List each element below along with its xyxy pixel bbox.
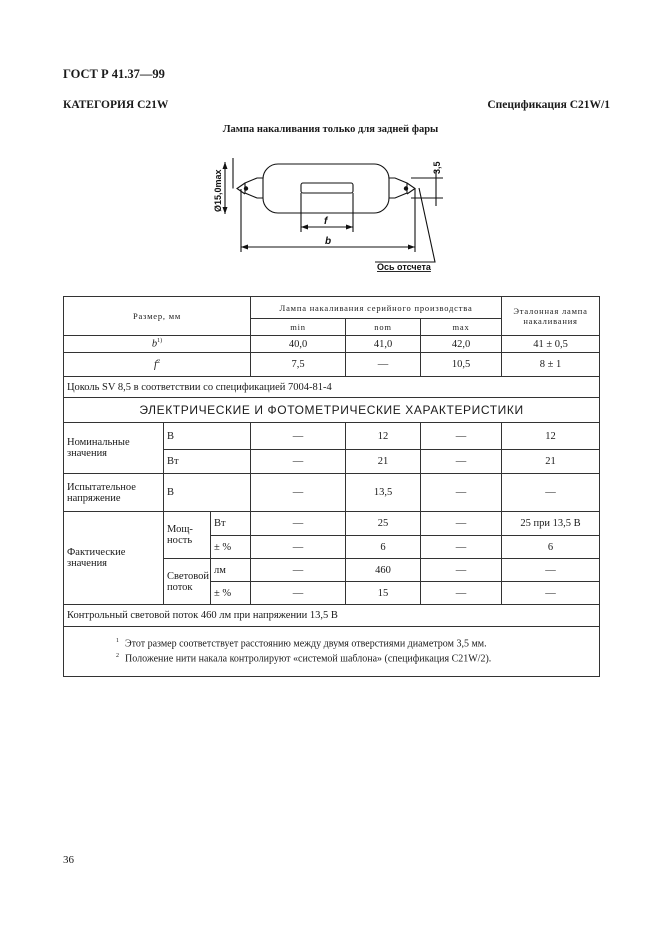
nom-cell: 6 xyxy=(346,536,421,559)
min-cell: — xyxy=(251,559,346,582)
ref-cell: — xyxy=(502,474,600,512)
dim-nom: 41,0 xyxy=(346,336,421,353)
nom-cell: 460 xyxy=(346,559,421,582)
table-row xyxy=(64,398,600,423)
min-cell: — xyxy=(251,474,346,512)
nom-cell: 25 xyxy=(346,512,421,536)
serial-header: Лампа накаливания серийного производства xyxy=(251,297,502,319)
nom-header: nom xyxy=(346,319,421,336)
specification-table xyxy=(63,296,600,677)
unit-cell: ± % xyxy=(211,582,251,605)
footnotes xyxy=(64,627,600,677)
min-cell: — xyxy=(251,536,346,559)
min-cell: — xyxy=(251,512,346,536)
standard-title: ГОСТ Р 41.37—99 xyxy=(63,67,165,81)
table-row xyxy=(64,474,600,512)
table-header-row xyxy=(64,297,600,319)
dim-max: 42,0 xyxy=(421,336,502,353)
unit-cell: В xyxy=(164,423,251,450)
dim-name: $f^2$ xyxy=(64,353,251,377)
dim-name: $b^{1)}$ xyxy=(64,336,251,353)
hole-label: 3,5 xyxy=(432,161,442,174)
unit-cell: ± % xyxy=(211,536,251,559)
test-label: Испытательное напряжение xyxy=(64,474,164,512)
max-cell: — xyxy=(421,474,502,512)
dim-ref: 8 ± 1 xyxy=(502,353,600,377)
min-cell: — xyxy=(251,423,346,450)
reference-header: Эталонная лампа накаливания xyxy=(502,297,600,336)
ref-cell: — xyxy=(502,559,600,582)
unit-cell: Вт xyxy=(164,450,251,474)
table-row xyxy=(64,336,600,353)
ref-cell: 6 xyxy=(502,536,600,559)
axis-label: Ось отсчета xyxy=(377,262,431,272)
table-row xyxy=(64,377,600,398)
unit-cell: Вт xyxy=(211,512,251,536)
section-heading: ЭЛЕКТРИЧЕСКИЕ И ФОТОМЕТРИЧЕСКИЕ ХАРАКТЕРИСТИКИ xyxy=(64,398,600,423)
max-header: max xyxy=(421,319,502,336)
f-dimension-label: f xyxy=(324,216,328,227)
dim-max: 10,5 xyxy=(421,353,502,377)
footnote: $^2$ Положение нити накала контролируют «системой шаблона» (спецификация C21W/2). xyxy=(116,653,492,665)
dim-min: 7,5 xyxy=(251,353,346,377)
nom-cell: 12 xyxy=(346,423,421,450)
cap-text: Цоколь SV 8,5 в соответствии со спецификацией 7004-81-4 xyxy=(64,377,600,398)
nom-cell: 13,5 xyxy=(346,474,421,512)
unit-cell: В xyxy=(164,474,251,512)
notes-row xyxy=(64,627,600,677)
ref-cell: 21 xyxy=(502,450,600,474)
max-cell: — xyxy=(421,559,502,582)
page-number: 36 xyxy=(63,854,74,866)
nom-cell: 21 xyxy=(346,450,421,474)
table-row xyxy=(64,605,600,627)
category-label: КАТЕГОРИЯ C21W xyxy=(63,99,169,111)
specification-label: Спецификация C21W/1 xyxy=(487,99,610,111)
power-label: Мощ-ность xyxy=(164,512,211,559)
table-row xyxy=(64,512,600,536)
table-row xyxy=(64,353,600,377)
ref-cell: 12 xyxy=(502,423,600,450)
dim-nom: — xyxy=(346,353,421,377)
dim-ref: 41 ± 0,5 xyxy=(502,336,600,353)
ref-cell: 25 при 13,5 В xyxy=(502,512,600,536)
lamp-drawing xyxy=(205,150,465,275)
table-row xyxy=(64,423,600,450)
max-cell: — xyxy=(421,512,502,536)
b-dimension-label: b xyxy=(325,236,332,247)
max-cell: — xyxy=(421,582,502,605)
flux-label: Световой поток xyxy=(164,559,211,605)
min-header: min xyxy=(251,319,346,336)
ref-cell: — xyxy=(502,582,600,605)
diameter-label: Ø15,0max xyxy=(213,169,223,212)
control-text: Контрольный световой поток 460 лм при напряжении 13,5 В xyxy=(64,605,600,627)
subtitle: Лампа накаливания только для задней фары xyxy=(222,124,439,135)
size-header: Размер, мм xyxy=(64,297,251,336)
max-cell: — xyxy=(421,423,502,450)
min-cell: — xyxy=(251,450,346,474)
nom-cell: 15 xyxy=(346,582,421,605)
footnote: $^1$ Этот размер соответствует расстоянию между двумя отверстиями диаметром 3,5 мм. xyxy=(116,638,487,650)
unit-cell: лм xyxy=(211,559,251,582)
max-cell: — xyxy=(421,450,502,474)
max-cell: — xyxy=(421,536,502,559)
rated-label: Номинальные значения xyxy=(64,423,164,474)
dim-min: 40,0 xyxy=(251,336,346,353)
actual-label: Фактические значения xyxy=(64,512,164,605)
min-cell: — xyxy=(251,582,346,605)
